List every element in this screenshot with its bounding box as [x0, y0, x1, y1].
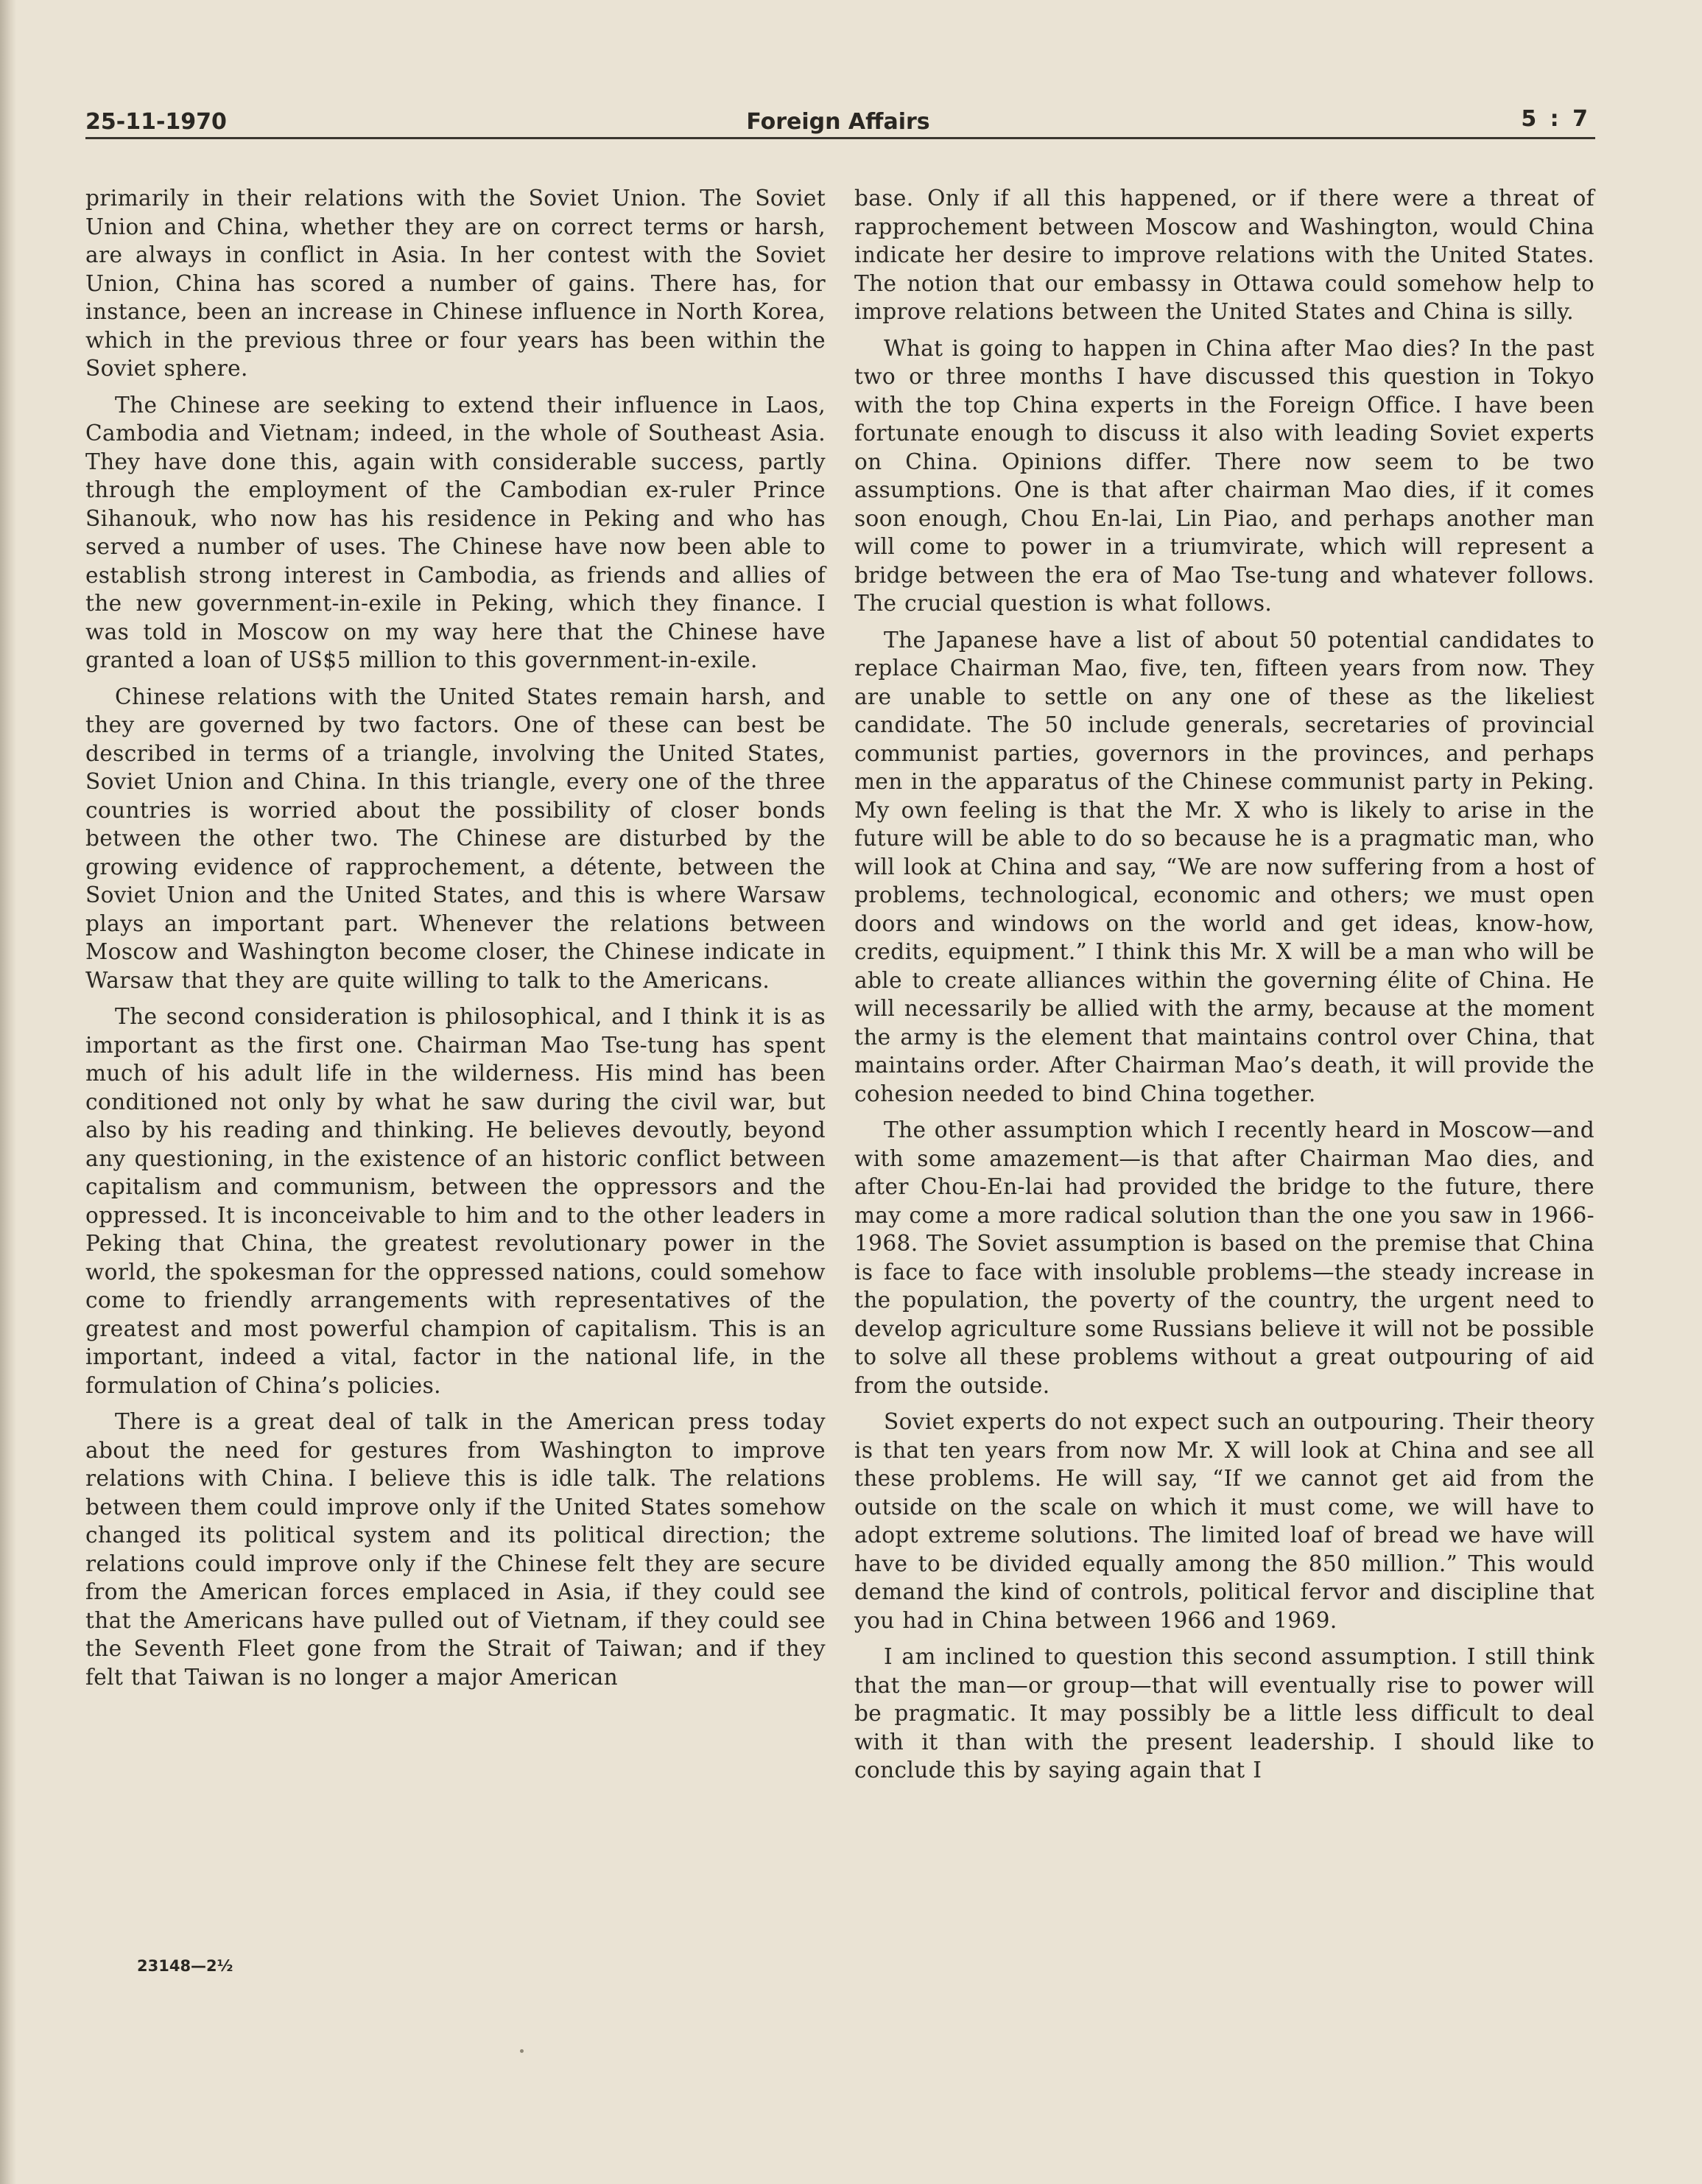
paragraph: The second consideration is philosophical, and I think it is as important as the first one. Chairman Mao Tse-tung has spent much of his adult life in the wilderness. His mind has been conditioned not only by what he saw during the civil war, but also by his reading and thinking. He believes devoutly, beyond any questioning, in the existence of an historic conflict between capitalism and communism, between the oppressors and the oppressed. It is inconceivable to him and to the other leaders in Peking that China, the greatest revolutionary power in the world, the spokesman for the oppressed nations, could somehow come to friendly arrangements with representatives of the greatest and most powerful champion of capitalism. This is an important, indeed a vital, factor in the national life, in the formulation of China’s policies. [85, 1004, 826, 1398]
page-binding-edge [0, 0, 16, 2184]
paragraph: There is a great deal of talk in the American press today about the need for gestures from Washington to improve relations with China. I believe this is idle talk. The relations between them could improve only if the United States somehow changed its political system and its political direction; the relations could improve only if the Chinese felt they are secure from the American forces emplaced in Asia, if they could see that the Americans have pulled out of Vietnam, if they could see the Seventh Fleet gone from the Strait of Taiwan; and if they felt that Taiwan is no longer a major American [85, 1409, 826, 1690]
paragraph: primarily in their relations with the Soviet Union. The Soviet Union and China, whether they are on correct terms or harsh, are always in conflict in Asia. In her contest with the Soviet Union, China has scored a number of gains. There has, for instance, been an increase in Chinese influence in North Korea, which in the previous three or four years has been within the Soviet sphere. [85, 186, 826, 381]
paragraph: The Chinese are seeking to extend their influence in Laos, Cambodia and Vietnam; indeed, in the whole of Southeast Asia. They have done this, again with considerable success, partly through the employment of the Cambodian ex-ruler Prince Sihanouk, who now has his residence in Peking and who has served a number of uses. The Chinese have now been able to establish strong interest in Cambodia, as friends and allies of the new government-in-exile in Peking, which they finance. I was told in Moscow on my way here that the Chinese have granted a loan of US$5 million to this government-in-exile. [85, 392, 826, 673]
left-column [85, 184, 826, 1699]
right-column [854, 184, 1594, 1793]
paragraph: The other assumption which I recently heard in Moscow—and with some amazement—is that after Chairman Mao dies, and after Chou-En-lai had provided the bridge to the future, there may come a more radical solution than the one you saw in 1966-1968. The Soviet assumption is based on the premise that China is face to face with insoluble problems—the steady increase in the population, the poverty of the country, the urgent need to develop agriculture some Russians believe it will not be possible to solve all these problems without a great outpouring of aid from the outside. [854, 1117, 1594, 1398]
paragraph: The Japanese have a list of about 50 potential candidates to replace Chairman Mao, five, ten, fifteen years from now. They are unable to settle on any one of these as the likeliest candidate. The 50 include generals, secretaries of provincial communist parties, governors in the provinces, and perhaps men in the apparatus of the Chinese communist party in Peking. My own feeling is that the Mr. X who is likely to arise in the future will be able to do so because he is a pragmatic man, who will look at China and say, “We are now suffering from a host of problems, technological, economic and others; we must open doors and windows on the world and get ideas, know-how, credits, equipment.” I think this Mr. X will be a man who will be able to create alliances within the governing élite of China. He will necessarily be allied with the army, because at the moment the army is the element that maintains control over China, that maintains order. After Chairman Mao’s death, it will provide the cohesion needed to bind China together. [854, 627, 1594, 1106]
paragraph: I am inclined to question this second assumption. I still think that the man—or group—that will eventually rise to power will be pragmatic. It may possibly be a little less difficult to deal with it than with the present leadership. I should like to conclude this by saying again that I [854, 1644, 1594, 1783]
page-header [85, 103, 1591, 141]
paragraph: base. Only if all this happened, or if there were a threat of rapprochement between Moscow and Washington, would China indicate her desire to improve relations with the United States. The notion that our embassy in Ottawa could somehow help to improve relations between the United States and China is silly. [854, 186, 1594, 324]
header-date: 25-11-1970 [85, 109, 227, 135]
printer-code: 23148—2½ [137, 1957, 233, 1975]
paragraph: What is going to happen in China after Mao dies? In the past two or three months I have discussed this question in Tokyo with the top China experts in the Foreign Office. I have been fortunate enough to discuss it also with leading Soviet experts on China. Opinions differ. There now seem to be two assumptions. One is that after chairman Mao dies, if it comes soon enough, Chou En-lai, Lin Piao, and perhaps another man will come to power in a triumvirate, which will represent a bridge between the era of Mao Tse-tung and whatever follows. The crucial question is what follows. [854, 335, 1594, 616]
header-rule [85, 137, 1595, 139]
paragraph: Soviet experts do not expect such an outpouring. Their theory is that ten years from now Mr. X will look at China and see all these problems. He will say, “If we cannot get aid from the outside on the scale on which it must come, we will have to adopt extreme solutions. The limited loaf of bread we have will have to be divided equally among the 850 million.” This would demand the kind of controls, political fervor and discipline that you had in China between 1966 and 1969. [854, 1409, 1594, 1633]
header-title: Foreign Affairs [746, 109, 930, 135]
paragraph: Chinese relations with the United States remain harsh, and they are governed by two factors. One of these can best be described in terms of a triangle, involving the United States, Soviet Union and China. In this triangle, every one of the three countries is worried about the possibility of closer bonds between the other two. The Chinese are disturbed by the growing evidence of rapprochement, a détente, between the Soviet Union and the United States, and this is where Warsaw plays an important part. Whenever the relations between Moscow and Washington become closer, the Chinese indicate in Warsaw that they are quite willing to talk to the Americans. [85, 684, 826, 993]
paper-speck [520, 2049, 524, 2053]
header-page-number: 5 : 7 [1521, 106, 1591, 132]
